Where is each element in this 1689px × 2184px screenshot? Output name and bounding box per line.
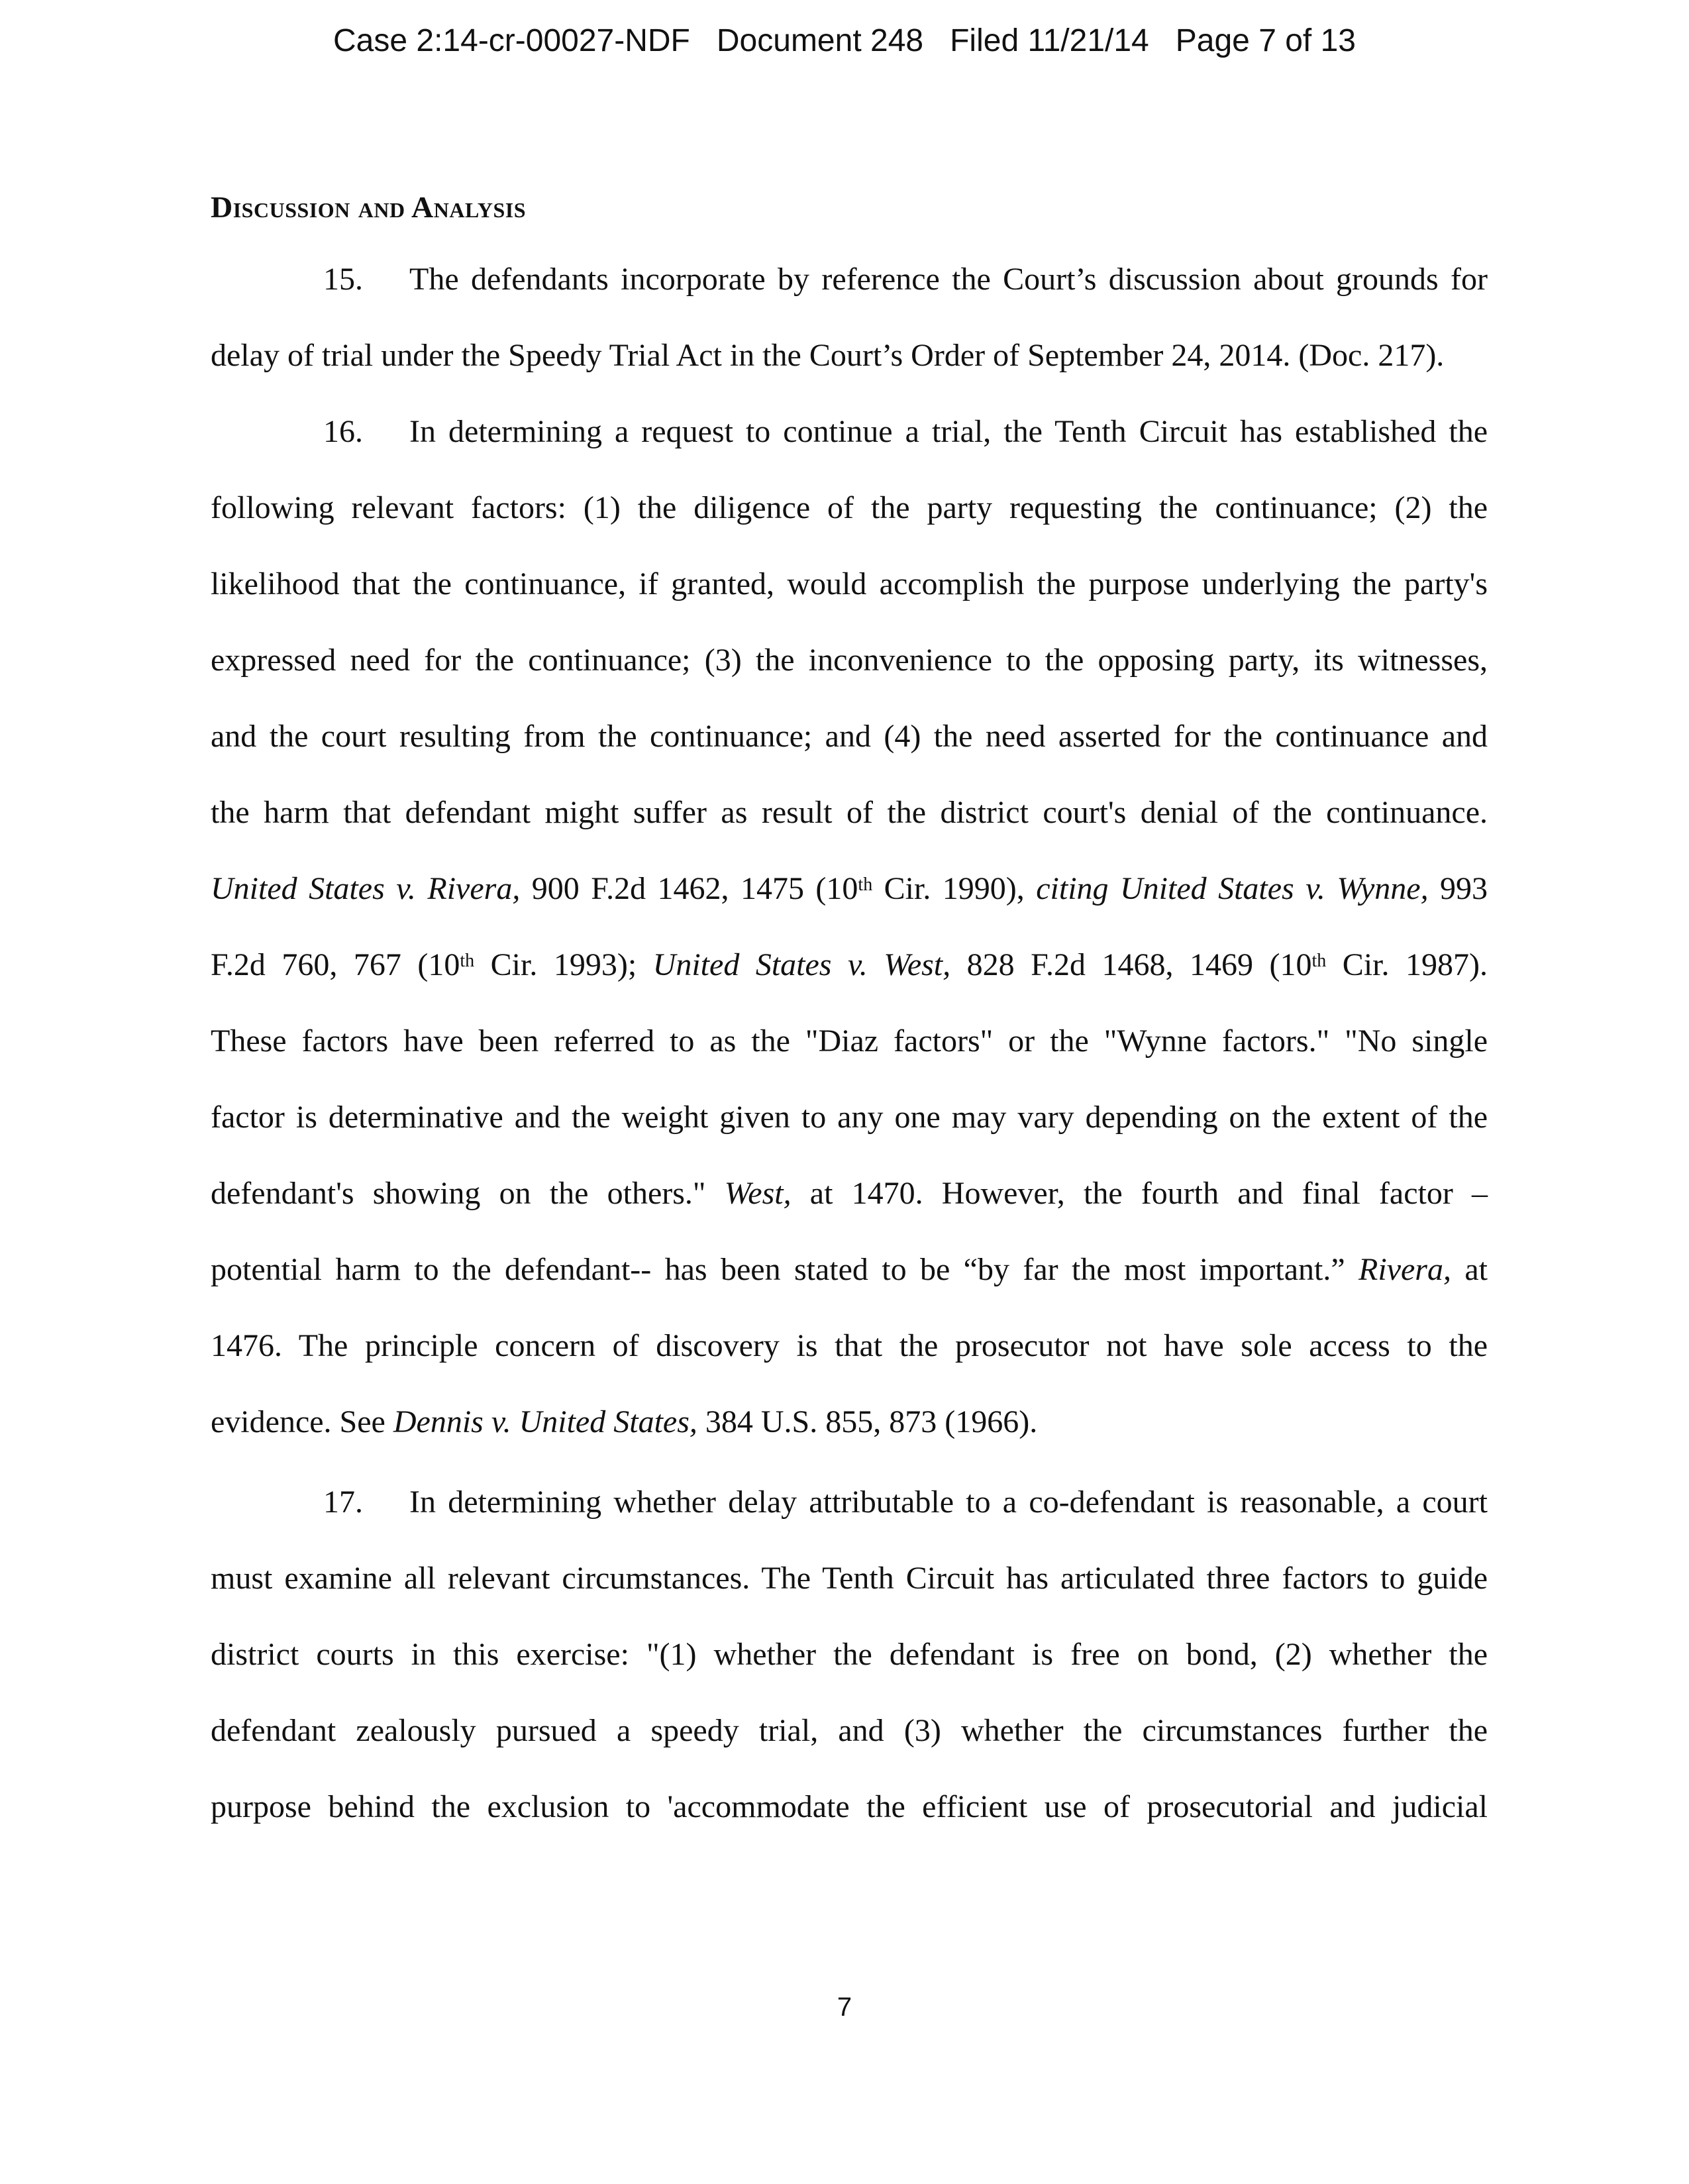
case-name-rivera: United States v. Rivera, bbox=[211, 871, 521, 906]
paragraph-16-line-evidence: evidence. See Dennis v. United States, 384 U.S. 855, 873 (1966). bbox=[211, 1404, 1038, 1439]
section-heading: Discussion and Analysis bbox=[211, 190, 527, 224]
paragraph-17-line-3: district courts in this exercise: "(1) whether the defendant is free on bond, (2) whether the bbox=[211, 1637, 1488, 1672]
paragraph-16-line-3: likelihood that the continuance, if granted, would accomplish the purpose underlying the party's bbox=[211, 566, 1488, 601]
paragraph-17-line-4: defendant zealously pursued a speedy trial, and (3) whether the circumstances further the bbox=[211, 1713, 1488, 1748]
case-number: Case 2:14-cr-00027-NDF bbox=[333, 23, 690, 58]
paragraph-17-line-5: purpose behind the exclusion to 'accommodate the efficient use of prosecutorial and judicial bbox=[211, 1789, 1488, 1824]
ecf-header bbox=[0, 23, 1689, 59]
page-indicator: Page 7 of 13 bbox=[1175, 23, 1356, 58]
document-number: Document 248 bbox=[716, 23, 924, 58]
citation-line-west: F.2d 760, 767 (10th Cir. 1993); United States v. West, 828 F.2d 1468, 1469 (10th Cir. 1987). bbox=[211, 947, 1488, 982]
page-number: 7 bbox=[837, 1993, 852, 2022]
paragraph-17-line-1: 17. In determining whether delay attributable to a co-defendant is reasonable, a court bbox=[211, 1482, 1488, 1522]
case-name-west: United States v. West, bbox=[652, 947, 951, 982]
paragraph-16-line-harm: potential harm to the defendant-- has been stated to be “by far the most important.” Rivera, at bbox=[211, 1252, 1488, 1287]
paragraph-17-line-2: must examine all relevant circumstances. The Tenth Circuit has articulated three factors to guide bbox=[211, 1561, 1488, 1596]
paragraph-number: 17. bbox=[323, 1484, 363, 1520]
paragraph-16-line-west: defendant's showing on the others." West, at 1470. However, the fourth and final factor – bbox=[211, 1176, 1488, 1211]
paragraph-15-line-2: delay of trial under the Speedy Trial Act in the Court’s Order of September 24, 2014. (Doc. 217). bbox=[211, 338, 1445, 373]
citation-line-rivera: United States v. Rivera, 900 F.2d 1462, 1475 (10th Cir. 1990), citing United States v. Wynne, 993 bbox=[211, 871, 1488, 906]
paragraph-16-line-1476: 1476. The principle concern of discovery is that the prosecutor not have sole access to the bbox=[211, 1328, 1488, 1363]
paragraph-16-line-factor: factor is determinative and the weight given to any one may vary depending on the extent of the bbox=[211, 1100, 1488, 1135]
paragraph-16-line-6: the harm that defendant might suffer as result of the district court's denial of the continuance. bbox=[211, 795, 1488, 830]
paragraph-16-line-4: expressed need for the continuance; (3) the inconvenience to the opposing party, its witnesses, bbox=[211, 643, 1488, 678]
paragraph-15-line-1: 15. The defendants incorporate by reference the Court’s discussion about grounds for bbox=[211, 260, 1488, 299]
filed-date: Filed 11/21/14 bbox=[950, 23, 1149, 58]
case-name-wynne: citing United States v. Wynne, bbox=[1036, 871, 1429, 906]
case-name-dennis: Dennis v. United States, bbox=[393, 1404, 697, 1439]
paragraph-16-line-1: 16. In determining a request to continue a trial, the Tenth Circuit has established the bbox=[211, 412, 1488, 452]
paragraph-number: 16. bbox=[323, 414, 363, 449]
paragraph-16-line-diaz: These factors have been referred to as the "Diaz factors" or the "Wynne factors." "No single bbox=[211, 1023, 1488, 1059]
paragraph-16-line-2: following relevant factors: (1) the diligence of the party requesting the continuance; (2) the bbox=[211, 490, 1488, 525]
case-name-west-short: West, bbox=[724, 1176, 792, 1211]
case-name-rivera-short: Rivera, bbox=[1358, 1252, 1451, 1287]
paragraph-16-line-5: and the court resulting from the continuance; and (4) the need asserted for the continuance and bbox=[211, 719, 1488, 754]
paragraph-number: 15. bbox=[323, 262, 363, 297]
